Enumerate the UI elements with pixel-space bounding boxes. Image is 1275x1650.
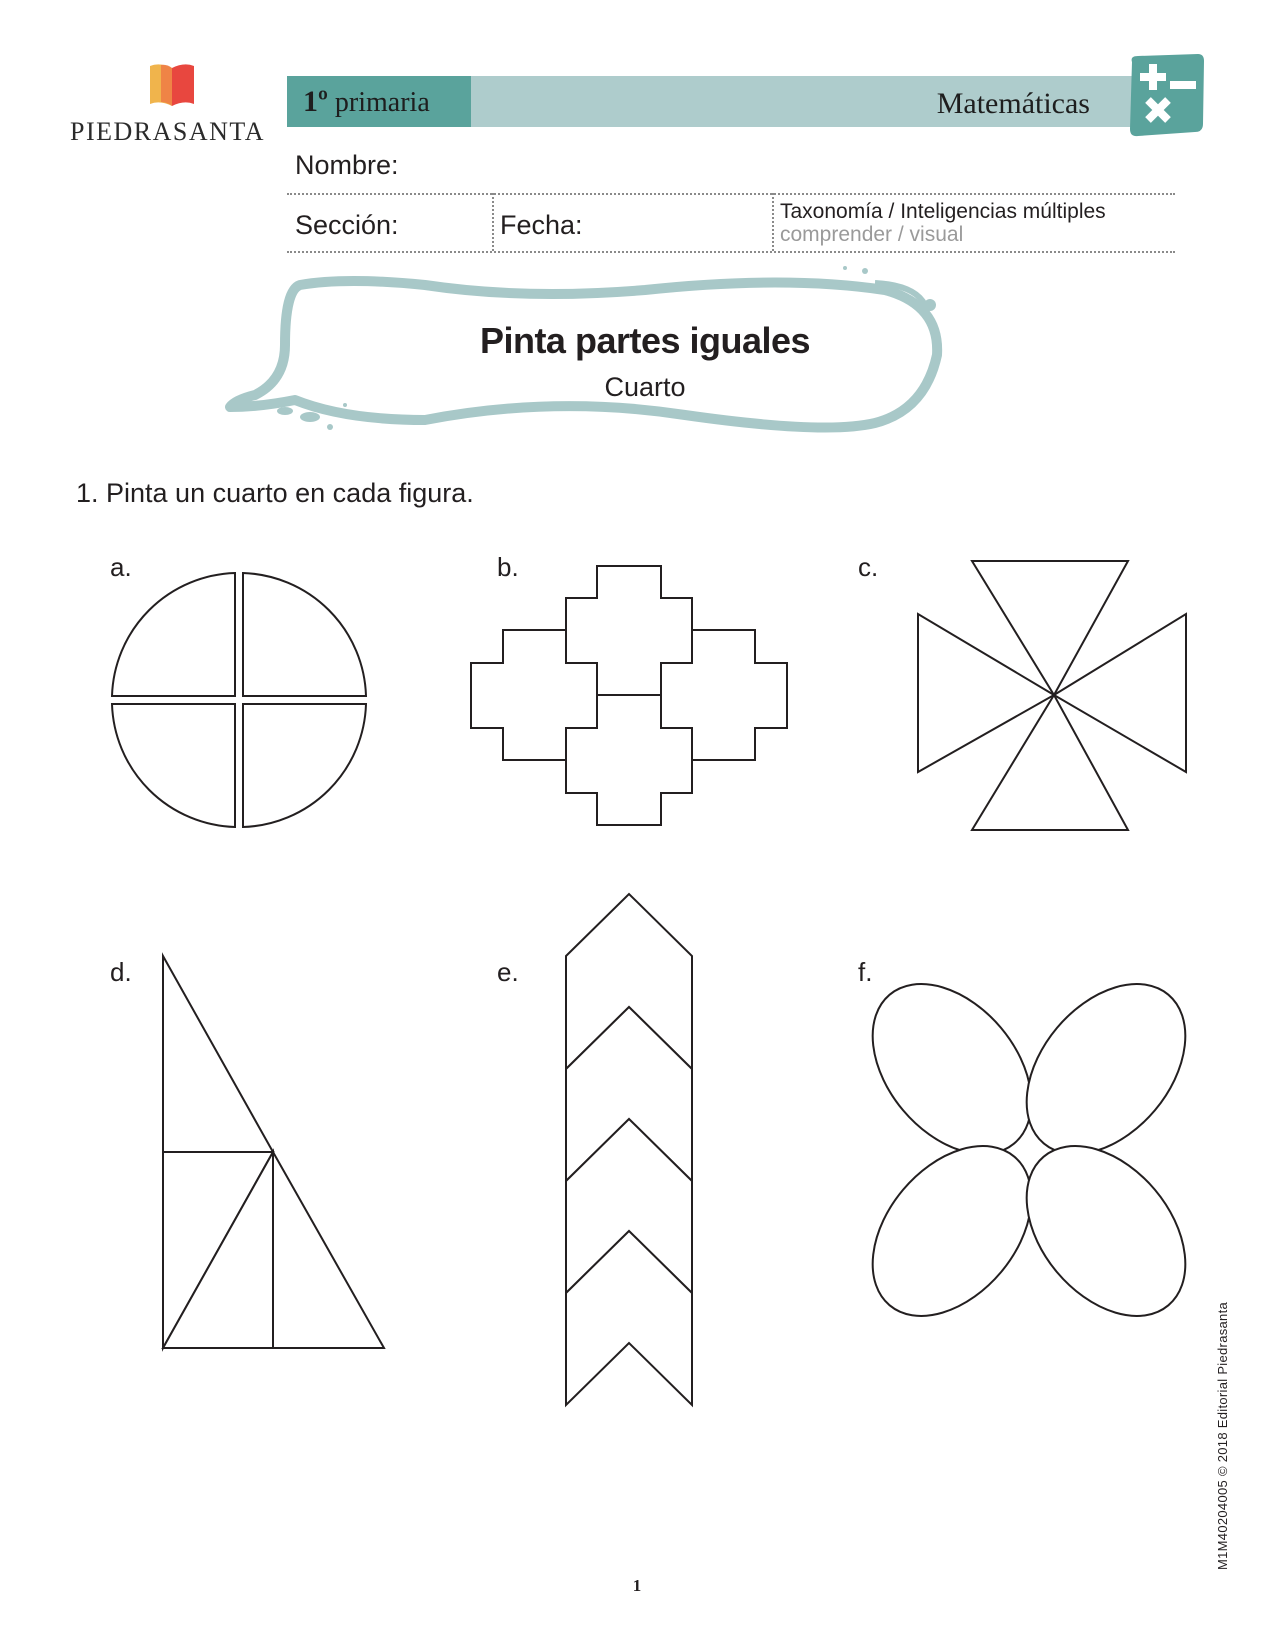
figure-f-petal-bottom-right[interactable] [995,1116,1218,1347]
figure-e-chevron-arrow [566,894,692,1405]
name-field-label: Nombre: [295,150,399,180]
figure-f-petal-top-right[interactable] [995,954,1218,1185]
section-field-label: Sección: [295,210,399,240]
page-title: Pinta partes iguales [479,320,811,361]
grade-label: primaria [334,87,430,118]
figure-label-d: d. [110,957,132,987]
brand-name: PIEDRASANTA [70,117,265,146]
figure-a-circle-quarters [112,573,366,827]
figure-f-flower [841,954,1218,1347]
figure-label-c: c. [858,552,879,582]
figure-label-a: a. [110,552,132,582]
figure-d-part-right[interactable] [273,1152,384,1348]
exercise-instruction: 1. Pinta un cuarto en cada figura. [76,478,474,508]
figure-label-f: f. [858,957,873,987]
grade-number: 1º [303,85,328,118]
figure-label-b: b. [497,552,519,582]
copyright-notice: M1M40204005 © 2018 Editorial Piedrasanta [1215,1301,1230,1570]
date-field-label: Fecha: [500,210,583,240]
figure-a-part-2[interactable] [243,573,366,696]
page-number: 1 [632,1576,642,1595]
figure-f-petal-top-left[interactable] [841,954,1064,1185]
figure-a-part-1[interactable] [112,573,235,696]
page-subtitle: Cuarto [604,372,686,402]
subject-title: Matemáticas [936,87,1090,120]
figure-a-part-4[interactable] [243,704,366,827]
figure-f-petal-bottom-left[interactable] [841,1116,1064,1347]
figure-b-four-crosses [471,566,787,825]
figure-d-triangle [163,956,384,1348]
figure-c-pinwheel [918,561,1186,830]
taxonomy-title: Taxonomía / Inteligencias múltiples [780,200,1106,223]
taxonomy-values: comprender / visual [780,223,964,246]
figure-a-part-3[interactable] [112,704,235,827]
figure-d-part-top[interactable] [163,956,273,1152]
figure-label-e: e. [497,957,519,987]
